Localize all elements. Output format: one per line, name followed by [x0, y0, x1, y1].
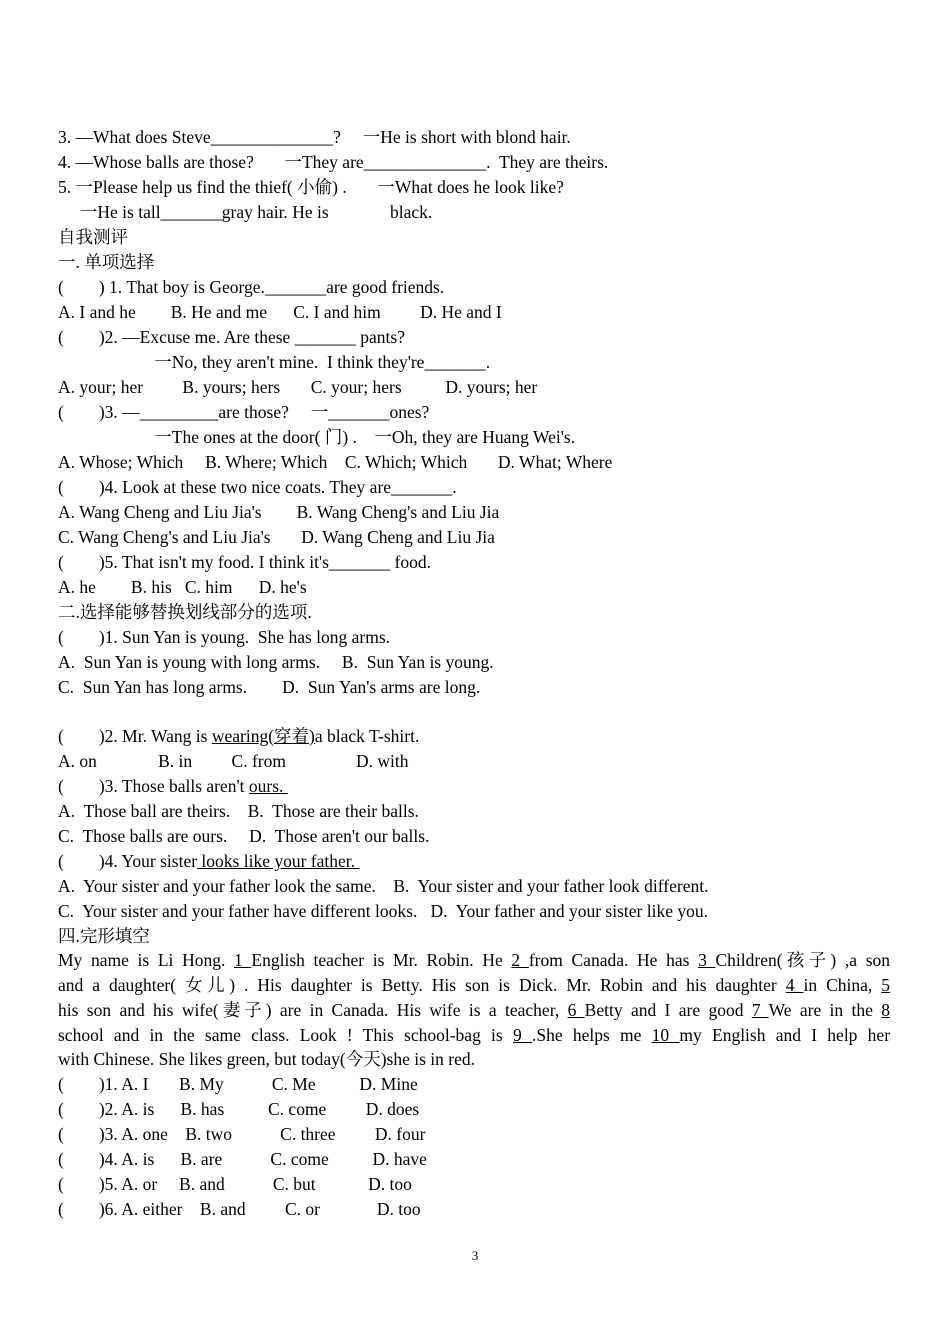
cloze-option-row: ( )5. A. or B. and C. but D. too [58, 1174, 412, 1194]
cloze-line-1: My name is Li Hong. 1 English teacher is Mr. Robin. He 2 from Canada. He has 3 Children(孩子) ,a son [58, 950, 891, 970]
cloze-line-2: and a daughter( 女儿) . His daughter is Betty. His son is Dick. Mr. Robin and his daughter 4 in China, 5 [58, 975, 890, 995]
cloze-line-3: his son and his wife(妻子) are in Canada. His wife is a teacher, 6 Betty and I are good 7 We are in the 8 [58, 1000, 891, 1020]
part1-line: A. your; her B. yours; hers C. your; hers D. yours; her [58, 377, 538, 397]
part2-q1-options-ab: A. Sun Yan is young with long arms. B. Sun Yan is young. [58, 652, 494, 672]
part2-q3 [58, 774, 288, 798]
part2-q3-options-ab: A. Those ball are theirs. B. Those are their balls. [58, 801, 419, 821]
q2-text: ( )2. Mr. Wang is [58, 726, 212, 746]
part1-line: A. Wang Cheng and Liu Jia's B. Wang Cheng's and Liu Jia [58, 502, 500, 522]
part2-q2-options: A. on B. in C. from D. with [58, 751, 409, 771]
self-test-title: 自我测评 [58, 227, 128, 247]
part2-q3-options-cd: C. Those balls are ours. D. Those aren't our balls. [58, 826, 430, 846]
part1-line: ( ) 1. That boy is George._______are good friends. [58, 277, 445, 297]
part1-line: ( )3. —_________are those? 一_______ones? [58, 402, 430, 422]
part2-title: 二.选择能够替换划线部分的选项. [58, 602, 312, 622]
q4-text: ( )4. Your sister [58, 851, 198, 871]
cloze-option-row: ( )1. A. I B. My C. Me D. Mine [58, 1074, 418, 1094]
q4-underlined: looks like your father. [197, 851, 360, 871]
warmup-q4: 4. —Whose balls are those? 一They are______________. They are theirs. [58, 152, 609, 172]
cloze-option-row: ( )6. A. either B. and C. or D. too [58, 1199, 421, 1219]
warmup-q5: 5. 一Please help us find the thief( 小偷) . 一What does he look like? [58, 177, 564, 197]
part1-line: C. Wang Cheng's and Liu Jia's D. Wang Cheng and Liu Jia [58, 527, 495, 547]
cloze-line-5: with Chinese. She likes green, but today(今天)she is in red. [58, 1049, 476, 1069]
q3-underlined: ours. [248, 776, 288, 796]
part1-title: 一. 单项选择 [58, 252, 155, 272]
part1-line: 一The ones at the door( 门) . 一Oh, they are Huang Wei's. [58, 427, 576, 447]
cloze-line-4: school and in the same class. Look ! This school-bag is 9 .She helps me 10 my English and I help her [58, 1025, 891, 1045]
part1-line: ( )5. That isn't my food. I think it's_______ food. [58, 552, 431, 572]
part2-q1-options-cd: C. Sun Yan has long arms. D. Sun Yan's arms are long. [58, 677, 481, 697]
warmup-q5-answer: 一He is tall_______gray hair. He is black. [58, 202, 433, 222]
part2-q4-options-cd: C. Your sister and your father have different looks. D. Your father and your sister like you. [58, 901, 708, 921]
q2-underlined: wearing(穿着) [211, 726, 315, 746]
cloze-option-row: ( )3. A. one B. two C. three D. four [58, 1124, 426, 1144]
part2-q4 [58, 849, 359, 873]
page-number: 3 [471, 1248, 479, 1263]
part2-q1: ( )1. Sun Yan is young. She has long arms. [58, 627, 391, 647]
part2-q2 [58, 724, 419, 748]
cloze-option-row: ( )2. A. is B. has C. come D. does [58, 1099, 420, 1119]
part4-title: 四.完形填空 [58, 926, 150, 946]
part1-line: A. Whose; Which B. Where; Which C. Which; Which D. What; Where [58, 452, 613, 472]
part1-line: ( )2. —Excuse me. Are these _______ pants? [58, 327, 406, 347]
warmup-q3: 3. —What does Steve______________? 一He is short with blond hair. [58, 127, 571, 147]
cloze-option-row: ( )4. A. is B. are C. come D. have [58, 1149, 427, 1169]
part1-line: A. I and he B. He and me C. I and him D. He and I [58, 302, 502, 322]
part1-line: A. he B. his C. him D. he's [58, 577, 307, 597]
part2-q4-options-ab: A. Your sister and your father look the same. B. Your sister and your father look different. [58, 876, 709, 896]
q3-text: ( )3. Those balls aren't [58, 776, 249, 796]
q2-text-end: a black T-shirt. [314, 726, 420, 746]
part1-line: ( )4. Look at these two nice coats. They are_______. [58, 477, 457, 497]
part1-line: 一No, they aren't mine. I think they're_______. [58, 352, 491, 372]
